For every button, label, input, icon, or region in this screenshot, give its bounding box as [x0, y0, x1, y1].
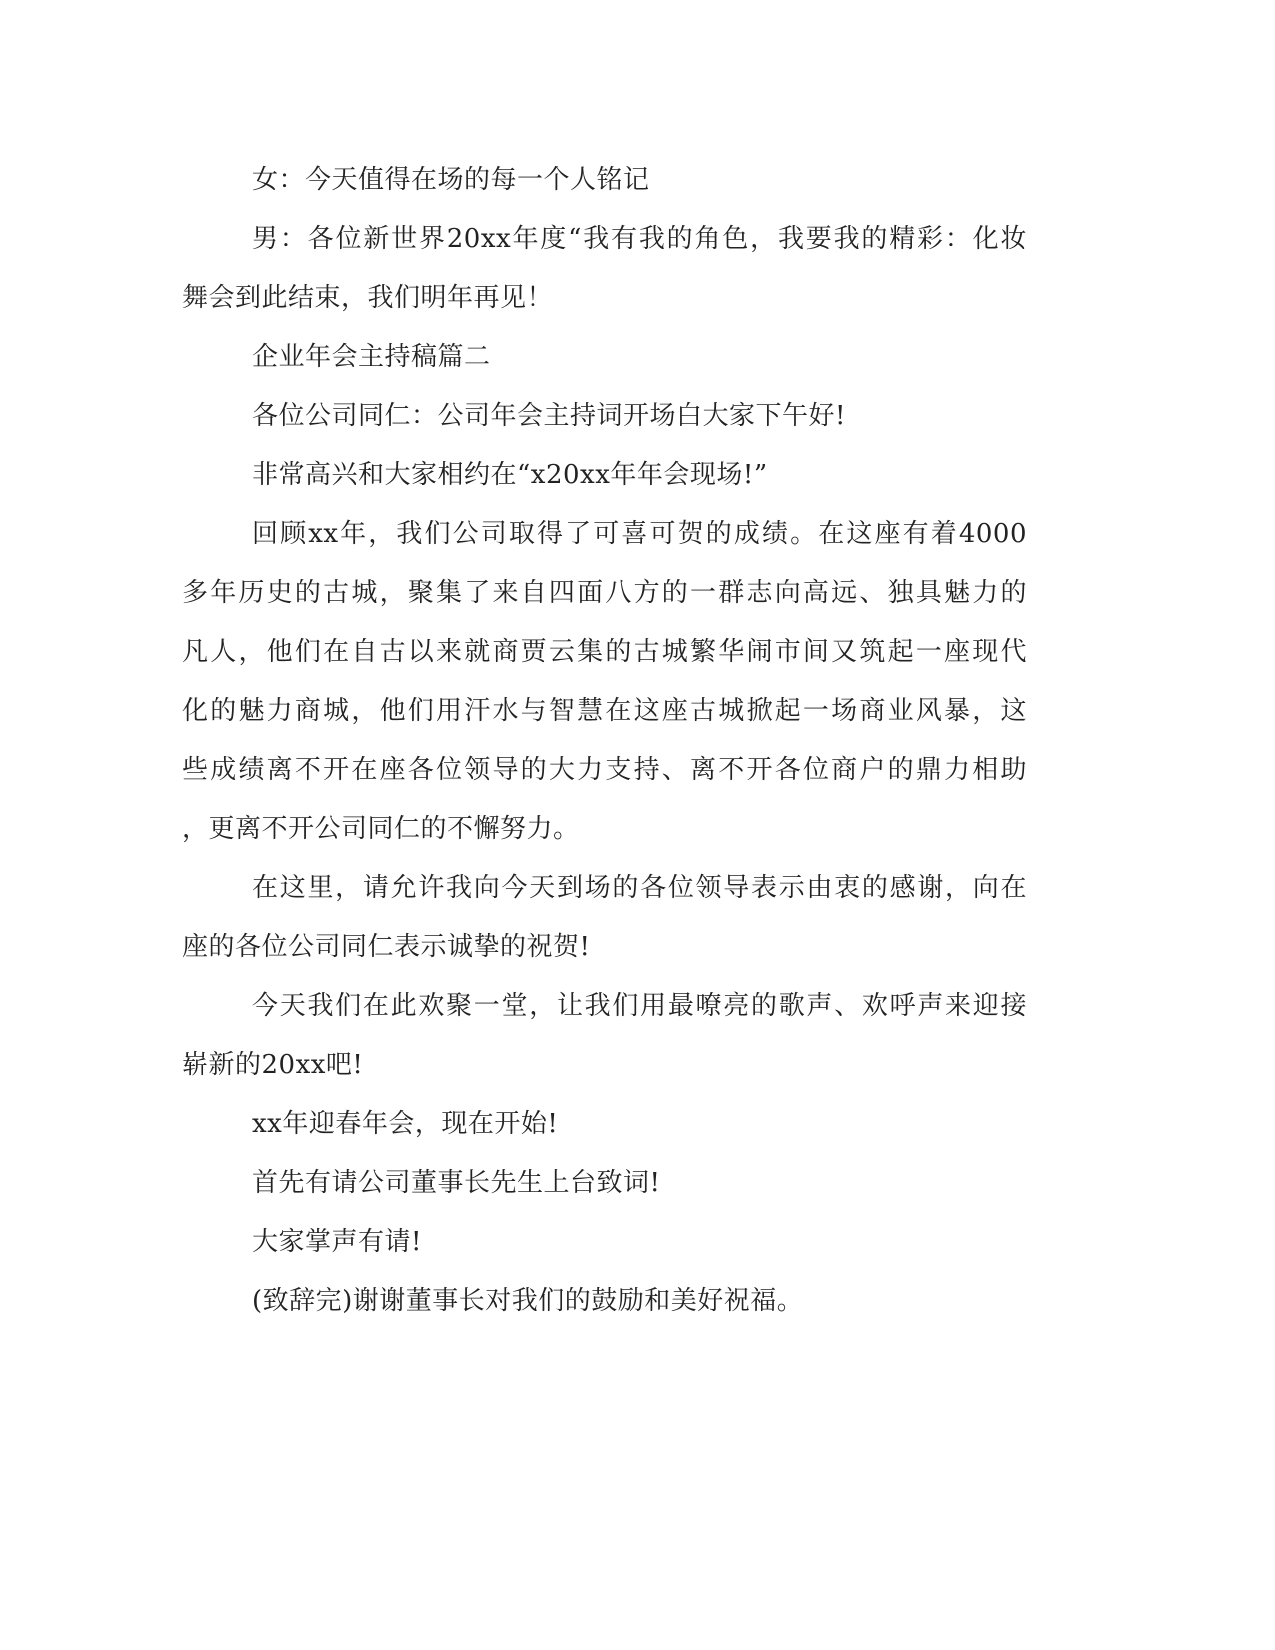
paragraph-line: (致辞完)谢谢董事长对我们的鼓励和美好祝福。 [252, 1286, 804, 1316]
paragraph-line: 在这里，请允许我向今天到场的各位领导表示由衷的感谢，向在 [252, 873, 1027, 903]
paragraph-line: ，更离不开公司同仁的不懈努力。 [182, 814, 580, 844]
paragraph-line: 化的魅力商城，他们用汗水与智慧在这座古城掀起一场商业风暴，这 [182, 696, 1027, 726]
paragraph-line: 男：各位新世界20xx年度“我有我的角色，我要我的精彩：化妆 [252, 224, 1027, 254]
paragraph-line: 些成绩离不开在座各位领导的大力支持、离不开各位商户的鼎力相助 [182, 755, 1027, 785]
paragraph-line: 凡人，他们在自古以来就商贾云集的古城繁华闹市间又筑起一座现代 [182, 637, 1027, 667]
paragraph-line: 回顾xx年，我们公司取得了可喜可贺的成绩。在这座有着4000 [252, 519, 1027, 549]
paragraph-line: 舞会到此结束，我们明年再见！ [182, 283, 554, 313]
paragraph-line: 首先有请公司董事长先生上台致词! [252, 1168, 661, 1198]
paragraph-line: 多年历史的古城，聚集了来自四面八方的一群志向高远、独具魅力的 [182, 578, 1027, 608]
paragraph-line: 今天我们在此欢聚一堂，让我们用最嘹亮的歌声、欢呼声来迎接 [252, 991, 1027, 1021]
paragraph-line: 大家掌声有请! [252, 1227, 422, 1257]
paragraph-line: 崭新的20xx吧! [182, 1050, 364, 1080]
paragraph-line: 非常高兴和大家相约在“x20xx年年会现场!” [252, 460, 768, 490]
paragraph-line: 女：今天值得在场的每一个人铭记 [252, 165, 650, 195]
section-heading: 企业年会主持稿篇二 [252, 342, 491, 372]
paragraph-line: 座的各位公司同仁表示诚挚的祝贺! [182, 932, 591, 962]
paragraph-line: 各位公司同仁：公司年会主持词开场白大家下午好! [252, 401, 846, 431]
paragraph-line: xx年迎春年会，现在开始! [252, 1109, 559, 1139]
